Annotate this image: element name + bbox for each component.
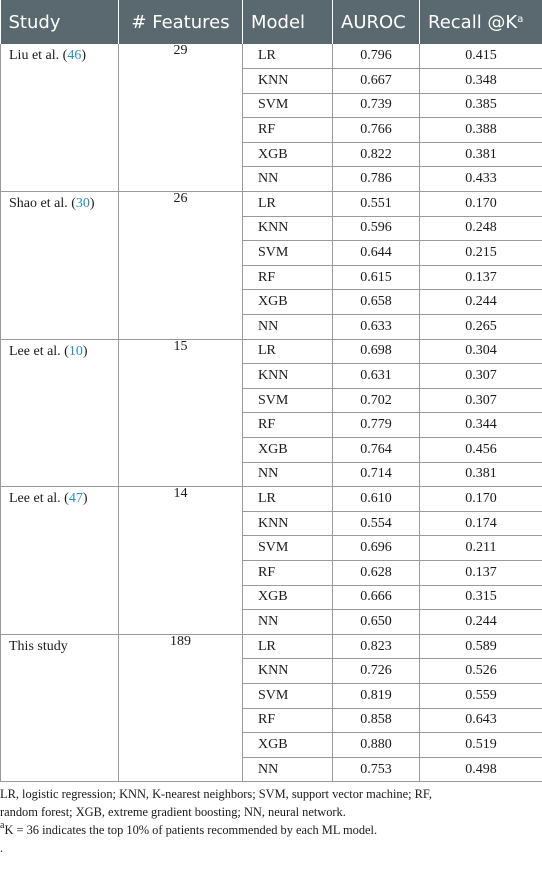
auroc-cell: 0.819 [333,683,420,708]
recall-cell: 0.248 [420,216,542,241]
auroc-cell: 0.644 [333,241,420,266]
auroc-cell: 0.739 [333,93,420,118]
header-model: Model [243,0,333,44]
recall-cell: 0.498 [420,757,542,782]
model-cell: LR [243,44,333,69]
feature-count-cell: 26 [119,192,243,340]
auroc-cell: 0.696 [333,536,420,561]
model-cell: NN [243,757,333,782]
model-cell: SVM [243,241,333,266]
model-cell: KNN [243,364,333,389]
study-name-suffix: ) [89,196,95,212]
table-body [1,44,542,782]
recall-cell: 0.344 [420,413,542,438]
header-study: Study [1,0,119,44]
auroc-cell: 0.554 [333,511,420,536]
auroc-cell: 0.702 [333,388,420,413]
recall-cell: 0.215 [420,241,542,266]
model-cell: NN [243,610,333,635]
reference-link[interactable]: 46 [67,48,82,63]
recall-cell: 0.519 [420,733,542,758]
recall-cell: 0.433 [420,167,542,192]
model-cell: LR [243,487,333,512]
model-cell: RF [243,560,333,585]
auroc-cell: 0.666 [333,585,420,610]
recall-cell: 0.244 [420,290,542,315]
model-cell: KNN [243,69,333,94]
study-name: Shao et al. ( [9,196,76,212]
model-cell: SVM [243,93,333,118]
recall-k-footnote-text: K = 36 indicates the top 10% of patients recommended by each ML model. [4,823,378,837]
auroc-cell: 0.880 [333,733,420,758]
recall-cell: 0.589 [420,634,542,659]
recall-cell: 0.174 [420,511,542,536]
recall-cell: 0.304 [420,339,542,364]
model-cell: SVM [243,536,333,561]
model-cell: NN [243,315,333,340]
model-cell: XGB [243,438,333,463]
abbreviations-footnote [0,785,540,821]
study-cell [1,487,119,635]
study-name: Liu et al. ( [9,48,68,63]
header-auroc: AUROC [333,0,420,44]
recall-cell: 0.137 [420,560,542,585]
auroc-cell: 0.698 [333,339,420,364]
recall-cell: 0.307 [420,388,542,413]
model-cell: XGB [243,290,333,315]
trailing-mark: . [0,841,4,855]
auroc-cell: 0.823 [333,634,420,659]
abbreviations-line-2: random forest; XGB, extreme gradient boosting; NN, neural network. [0,805,346,819]
recall-cell: 0.170 [420,192,542,217]
auroc-cell: 0.726 [333,659,420,684]
model-cell: KNN [243,659,333,684]
model-cell: LR [243,339,333,364]
study-name-suffix: ) [81,48,86,63]
table-row [1,339,542,364]
feature-count-cell: 15 [119,339,243,487]
auroc-cell: 0.658 [333,290,420,315]
table-footnotes [0,785,540,857]
model-cell: RF [243,413,333,438]
header-recall-label: Recall @K [428,11,518,33]
model-cell: RF [243,708,333,733]
recall-cell: 0.456 [420,438,542,463]
recall-cell: 0.381 [420,462,542,487]
auroc-cell: 0.650 [333,610,420,635]
header-recall [420,0,542,44]
feature-count-cell: 29 [119,44,243,192]
recall-cell: 0.643 [420,708,542,733]
auroc-cell: 0.615 [333,265,420,290]
recall-cell: 0.385 [420,93,542,118]
model-cell: XGB [243,733,333,758]
model-cell: LR [243,634,333,659]
recall-cell: 0.315 [420,585,542,610]
auroc-cell: 0.753 [333,757,420,782]
auroc-cell: 0.667 [333,69,420,94]
recall-cell: 0.170 [420,487,542,512]
auroc-cell: 0.551 [333,192,420,217]
study-cell [1,634,119,782]
auroc-cell: 0.628 [333,560,420,585]
table-row [1,634,542,659]
recall-cell: 0.526 [420,659,542,684]
recall-cell: 0.137 [420,265,542,290]
recall-cell: 0.415 [420,44,542,69]
header-row [1,0,542,44]
recall-cell: 0.559 [420,683,542,708]
auroc-cell: 0.858 [333,708,420,733]
model-cell: XGB [243,585,333,610]
header-features: # Features [119,0,243,44]
study-cell [1,44,119,192]
recall-cell: 0.381 [420,142,542,167]
auroc-cell: 0.764 [333,438,420,463]
model-cell: SVM [243,683,333,708]
model-cell: NN [243,462,333,487]
study-name: This study [9,638,68,654]
model-cell: SVM [243,388,333,413]
study-name-suffix: ) [82,343,88,359]
recall-k-footnote-mark: a [0,820,5,831]
reference-link[interactable]: 30 [75,196,90,212]
table-row [1,192,542,217]
header-recall-footnote-mark: a [517,13,524,25]
auroc-cell: 0.779 [333,413,420,438]
recall-cell: 0.244 [420,610,542,635]
model-cell: LR [243,192,333,217]
auroc-cell: 0.714 [333,462,420,487]
auroc-cell: 0.822 [333,142,420,167]
abbreviations-line-1: LR, logistic regression; KNN, K-nearest neighbors; SVM, support vector machine; RF, [0,787,432,801]
model-cell: KNN [243,216,333,241]
feature-count-cell: 14 [119,487,243,635]
recall-k-footnote [0,821,540,839]
auroc-cell: 0.596 [333,216,420,241]
reference-link[interactable]: 10 [68,343,83,359]
reference-link[interactable]: 47 [68,491,83,507]
study-cell [1,192,119,340]
model-cell: RF [243,265,333,290]
study-name-suffix: ) [82,491,88,507]
table-row [1,44,542,69]
recall-cell: 0.388 [420,118,542,143]
model-cell: XGB [243,142,333,167]
study-name: Lee et al. ( [9,343,69,359]
model-cell: KNN [243,511,333,536]
auroc-cell: 0.766 [333,118,420,143]
model-cell: NN [243,167,333,192]
study-cell [1,339,119,487]
auroc-cell: 0.610 [333,487,420,512]
auroc-cell: 0.633 [333,315,420,340]
feature-count-cell: 189 [119,634,243,782]
recall-cell: 0.307 [420,364,542,389]
model-cell: RF [243,118,333,143]
auroc-cell: 0.631 [333,364,420,389]
auroc-cell: 0.796 [333,44,420,69]
study-name: Lee et al. ( [9,491,69,507]
recall-cell: 0.265 [420,315,542,340]
table-row [1,487,542,512]
recall-cell: 0.211 [420,536,542,561]
recall-cell: 0.348 [420,69,542,94]
auroc-cell: 0.786 [333,167,420,192]
